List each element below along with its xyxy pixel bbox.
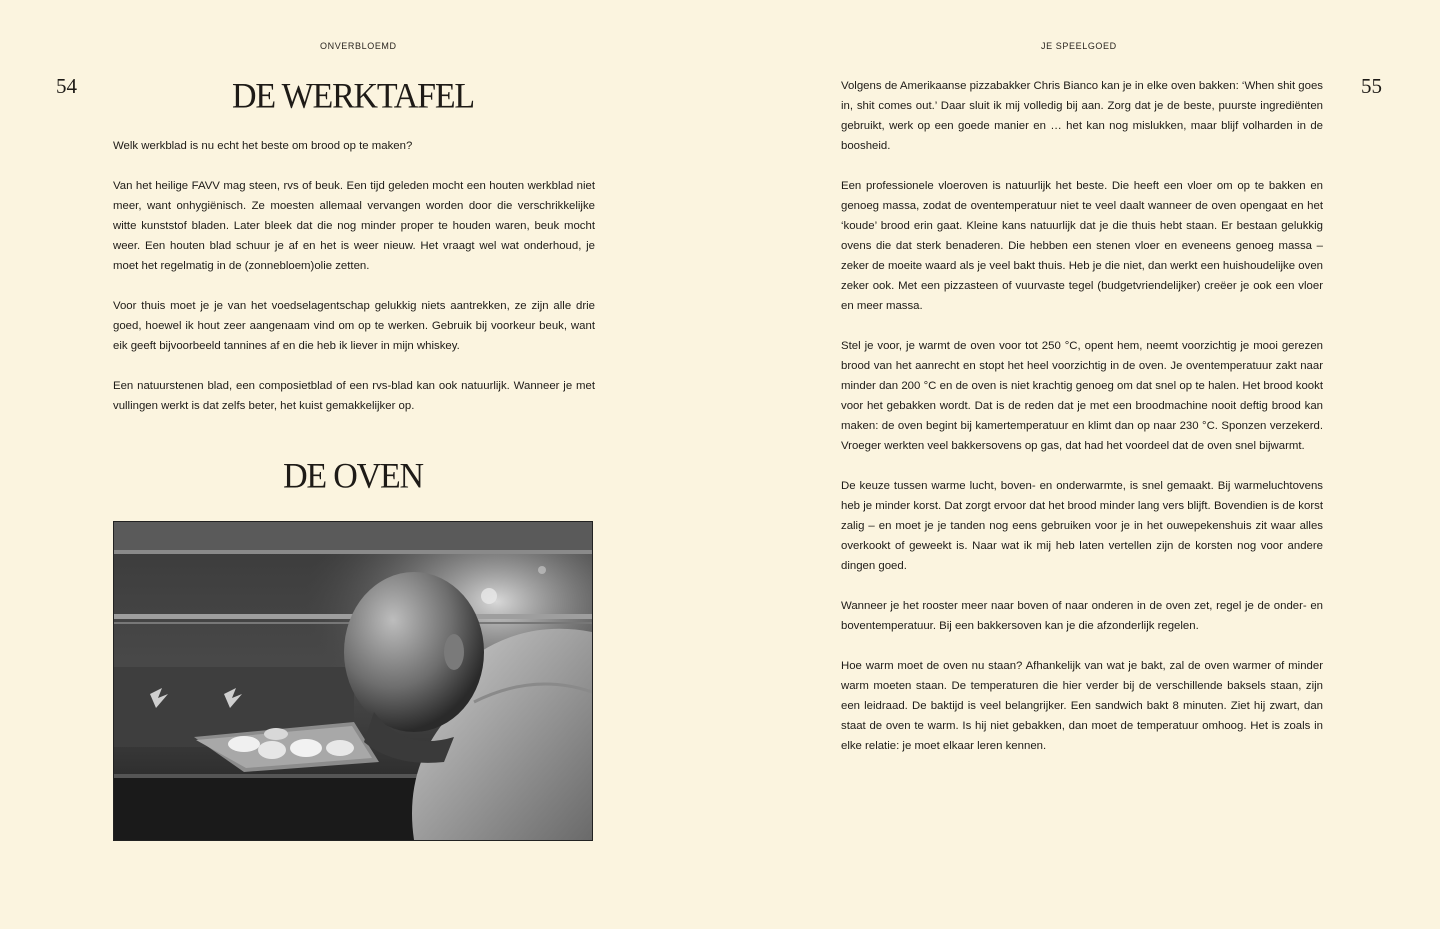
- baker-oven-photo: [113, 521, 593, 841]
- paragraph: Stel je voor, je warmt de oven voor tot 250 °C, opent hem, neemt voorzichtig je mooi gerezen brood van het aanrecht en stopt het heel voorzichtig in de oven. Je oventemperatuur zakt naar minder dan 200 °C en de oven is niet krachtig genoeg om dat snel op te halen. Het brood kookt voor het gebakken wordt. Dat is de reden dat je met een broodmachine nooit deftig brood kan maken: de oven begint bij kamertemperatuur en klimt dan op naar 230 °C. Sponzen verzekerd. Vroeger werkten veel bakkersovens op gas, dat had het voordeel dat de oven snel bijwarmt.: [841, 340, 1323, 452]
- paragraph: Een professionele vloeroven is natuurlijk het beste. Die heeft een vloer om op te bakken en genoeg massa, zodat de oventemperatuur niet te veel daalt wanneer de oven opengaat en het ‘koude’ brood erin gaat. Kleine kans natuurlijk dat je die thuis hebt staan. Er bestaan gelukkig ovens die dat sterk benaderen. Die hebben een stenen vloer en eveneens genoeg massa – zeker de moeite waard als je veel bakt thuis. Heb je die niet, dan werkt een huishoudelijke oven zeker ook. Met een pizzasteen of vuurvaste tegel (budgetvriendelijker) creëer je ook een vloer en meer massa.: [841, 180, 1323, 312]
- paragraph: Volgens de Amerikaanse pizzabakker Chris Bianco kan je in elke oven bakken: ‘When shit goes in, shit comes out.’ Daar sluit ik mij volledig bij aan. Zorg dat je de beste, puurste ingrediënten gebruikt, werk op een goede manier en … het kan nog mislukken, maar blijf volharden in de boosheid.: [841, 80, 1323, 152]
- left-body-text: [113, 136, 595, 436]
- running-head-left: ONVERBLOEMD: [320, 41, 397, 51]
- paragraph: Welk werkblad is nu echt het beste om brood op te maken?: [113, 140, 413, 152]
- heading-oven: DE OVEN: [283, 457, 423, 496]
- page-number-left: 54: [56, 74, 77, 98]
- paragraph: Wanneer je het rooster meer naar boven of naar onderen in de oven zet, regel je de onder- en boventemperatuur. Bij een bakkersoven kan je die afzonderlijk regelen.: [841, 600, 1323, 632]
- right-page: [720, 0, 1440, 929]
- right-body-text: [841, 76, 1323, 776]
- paragraph: Hoe warm moet de oven nu staan? Afhankelijk van wat je bakt, zal de oven warmer of minder warm moeten staan. De temperaturen die hier verder bij de verschillende baksels staan, zijn een leidraad. De baktijd is veel belangrijker. Een sandwich bakt 8 minuten. Ziet hij zwart, dan staat de oven te warm. Is hij niet gebakken, dan moet de temperatuur omhoog. Het is zoals in elke relatie: je moet elkaar leren kennen.: [841, 660, 1323, 752]
- paragraph: Een natuurstenen blad, een composietblad of een rvs-blad kan ook natuurlijk. Wanneer je met vullingen werkt is dat zelfs beter, het kuist gemakkelijker op.: [113, 380, 595, 412]
- page-number-right: 55: [1361, 74, 1382, 98]
- paragraph: De keuze tussen warme lucht, boven- en onderwarmte, is snel gemaakt. Bij warmeluchtovens heb je minder korst. Dat zorgt ervoor dat het brood minder lang vers blijft. Bovendien is de korst zalig – en moet je je tanden nog eens gebruiken voor je in het ouwepekenshuis zit waar alles overkookt of geweekt is. Naar wat ik mij heb laten vertellen zijn de korsten nog voor andere dingen goed.: [841, 480, 1323, 572]
- paragraph: Voor thuis moet je je van het voedselagentschap gelukkig niets aantrekken, ze zijn alle drie goed, hoewel ik hout zeer aangenaam vind om op te werken. Gebruik bij voorkeur beuk, want eik geeft bijvoorbeeld tannines af en die heb ik liever in mijn whiskey.: [113, 300, 595, 352]
- running-head-right: JE SPEELGOED: [1041, 41, 1117, 51]
- heading-werktafel: DE WERKTAFEL: [232, 77, 474, 116]
- paragraph: Van het heilige FAVV mag steen, rvs of beuk. Een tijd geleden mocht een houten werkblad niet meer, want onhygiënisch. Ze moesten allemaal vervangen worden door die verschrikkelijke witte kunststof bladen. Later bleek dat die nog minder proper te houden waren, beuk mocht weer. Een houten blad schuur je af en het is weer nieuw. Het vraagt wel wat onderhoud, je moet het regelmatig in de (zonnebloem)olie zetten.: [113, 180, 595, 272]
